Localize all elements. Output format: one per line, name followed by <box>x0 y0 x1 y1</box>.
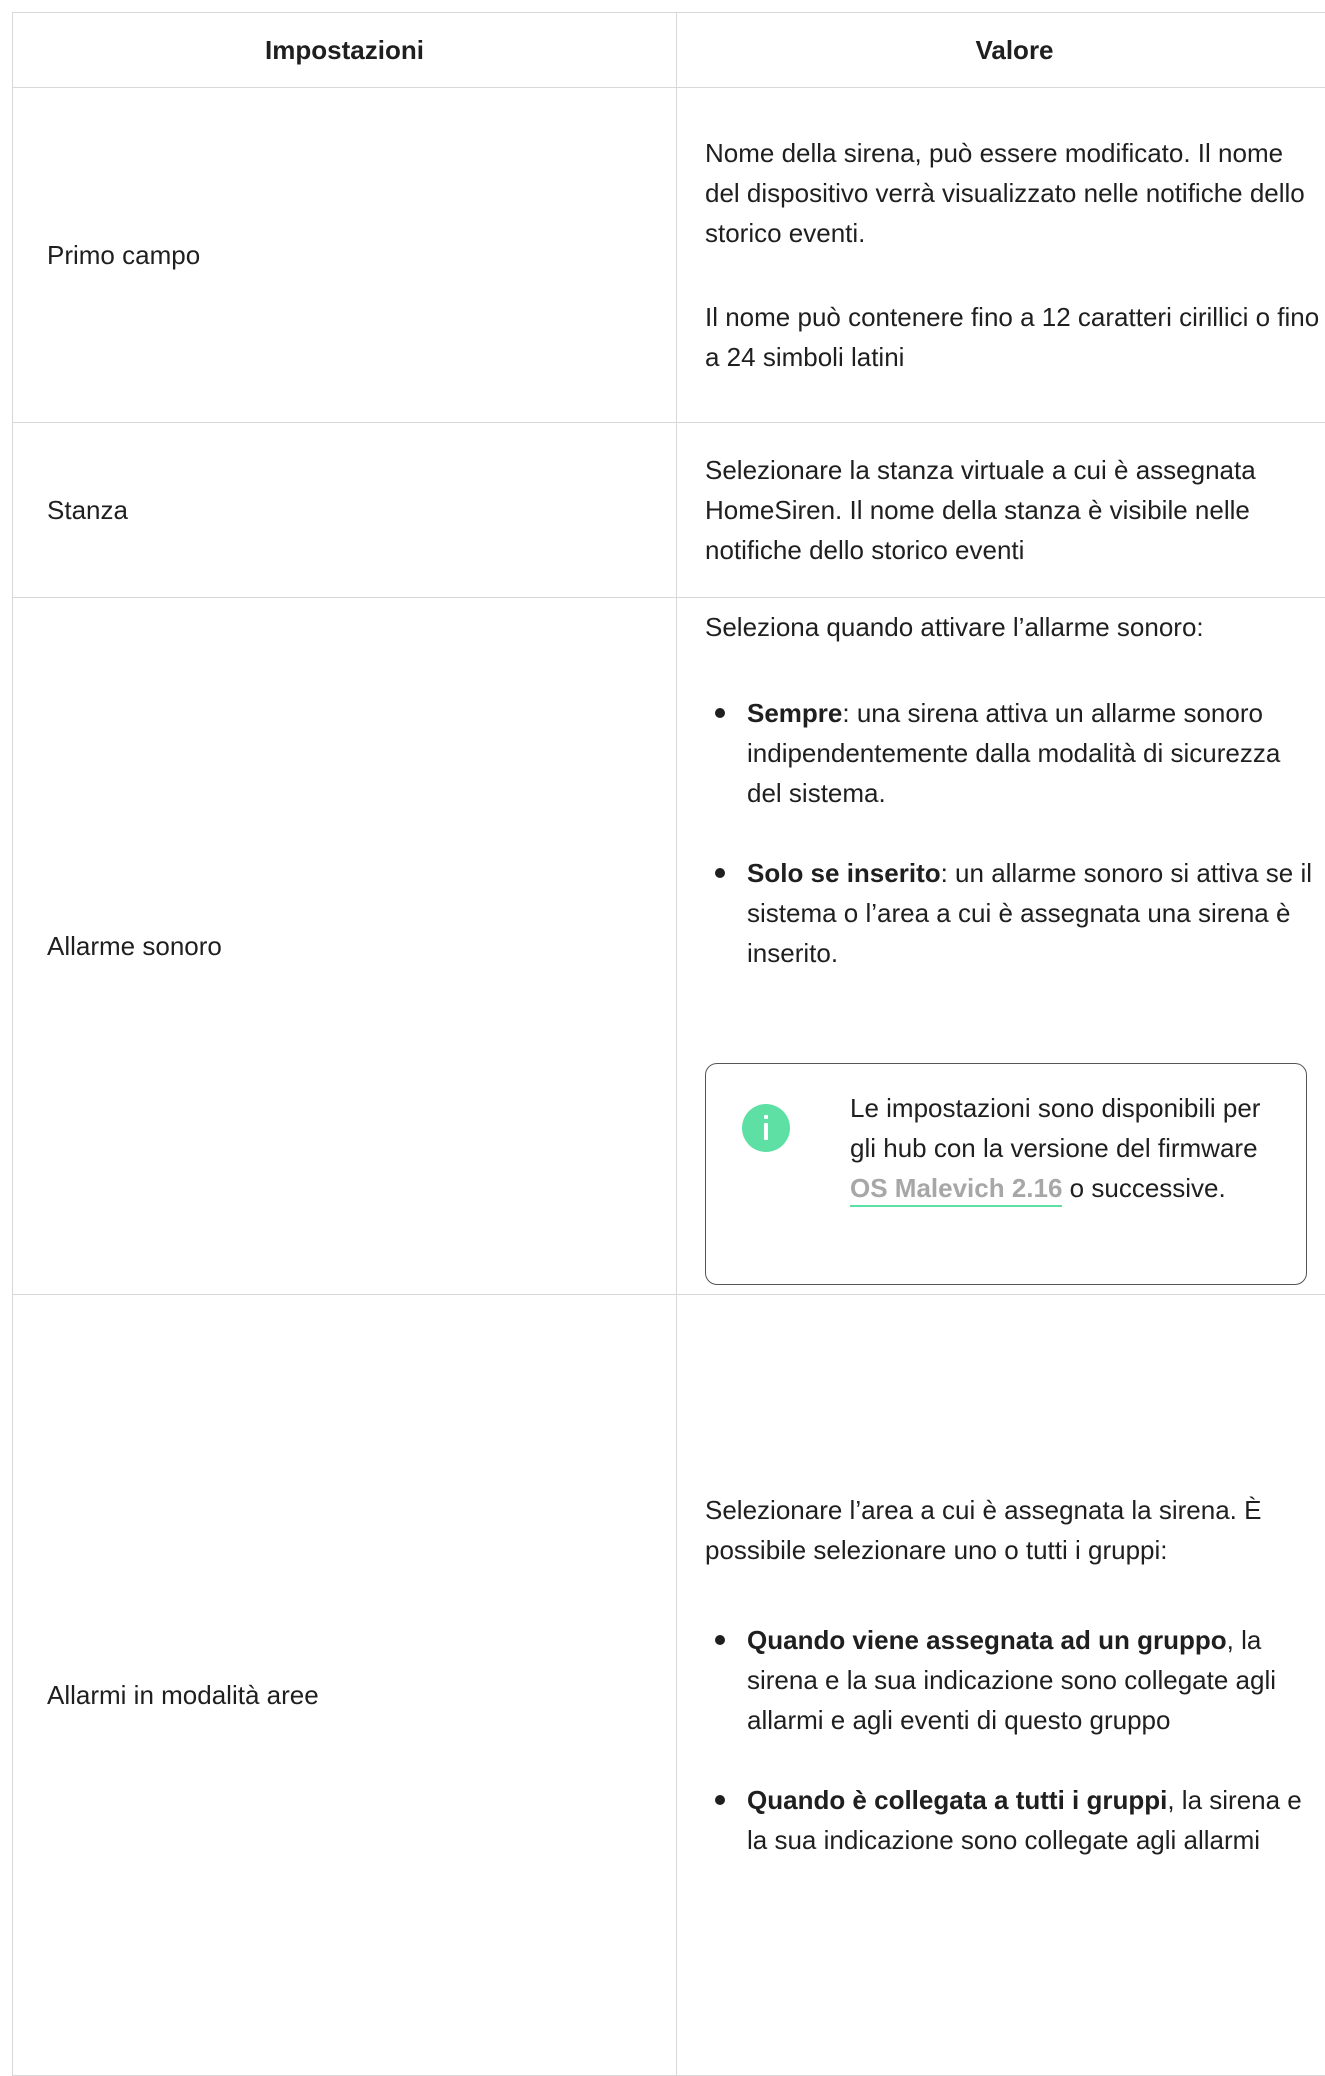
list-item <box>705 693 1322 813</box>
setting-value <box>677 1295 1325 2076</box>
bullet-term: Quando è collegata a tutti i gruppi <box>747 1785 1167 1815</box>
header-value: Valore <box>677 13 1325 88</box>
bullet-list <box>705 1620 1322 1860</box>
firmware-link[interactable]: OS Malevich 2.16 <box>850 1173 1062 1207</box>
bullet-term: Solo se inserito <box>747 858 941 888</box>
note-text-before: Le impostazioni sono disponibili per gli hub con la versione del firmware <box>850 1093 1260 1163</box>
value-intro: Seleziona quando attivare l’allarme sonoro: <box>705 607 1322 647</box>
bullet-text: : un allarme sonoro si attiva se il sistema o l’area a cui è assegnata una sirena è inserito. <box>747 858 1312 968</box>
note-text-after: o successive. <box>1062 1173 1225 1203</box>
setting-value <box>677 88 1325 423</box>
info-icon <box>742 1104 790 1152</box>
bullet-term: Quando viene assegnata ad un gruppo <box>747 1625 1227 1655</box>
setting-value <box>677 598 1325 1295</box>
list-item <box>705 1620 1322 1740</box>
header-settings: Impostazioni <box>13 13 677 88</box>
value-paragraph: Nome della sirena, può essere modificato. Il nome del dispositivo verrà visualizzato nelle notifiche dello storico eventi. <box>705 133 1322 253</box>
bullet-text: : una sirena attiva un allarme sonoro indipendentemente dalla modalità di sicurezza del sistema. <box>747 698 1280 808</box>
value-paragraph: Il nome può contenere fino a 12 caratteri cirillici o fino a 24 simboli latini <box>705 297 1322 377</box>
table-row <box>13 1295 1325 2076</box>
table-row <box>13 423 1325 598</box>
table-header-row <box>13 13 1325 88</box>
setting-name: Primo campo <box>13 88 677 423</box>
value-intro: Selezionare l’area a cui è assegnata la sirena. È possibile selezionare uno o tutti i gruppi: <box>705 1490 1322 1570</box>
list-item <box>705 853 1322 973</box>
settings-table <box>12 12 1325 2076</box>
bullet-list <box>705 693 1322 973</box>
table-row <box>13 88 1325 423</box>
info-note <box>705 1063 1307 1285</box>
setting-name: Allarmi in modalità aree <box>13 1295 677 2076</box>
value-paragraph: Selezionare la stanza virtuale a cui è assegnata HomeSiren. Il nome della stanza è visibile nelle notifiche dello storico eventi <box>705 450 1322 570</box>
table-row <box>13 598 1325 1295</box>
bullet-text: , la sirena e la sua indicazione sono collegate agli allarmi <box>747 1785 1302 1855</box>
list-item <box>705 1780 1322 1860</box>
setting-name: Stanza <box>13 423 677 598</box>
bullet-text: , la sirena e la sua indicazione sono collegate agli allarmi e agli eventi di questo gruppo <box>747 1625 1276 1735</box>
bullet-term: Sempre <box>747 698 842 728</box>
setting-name: Allarme sonoro <box>13 598 677 1295</box>
setting-value <box>677 423 1325 598</box>
